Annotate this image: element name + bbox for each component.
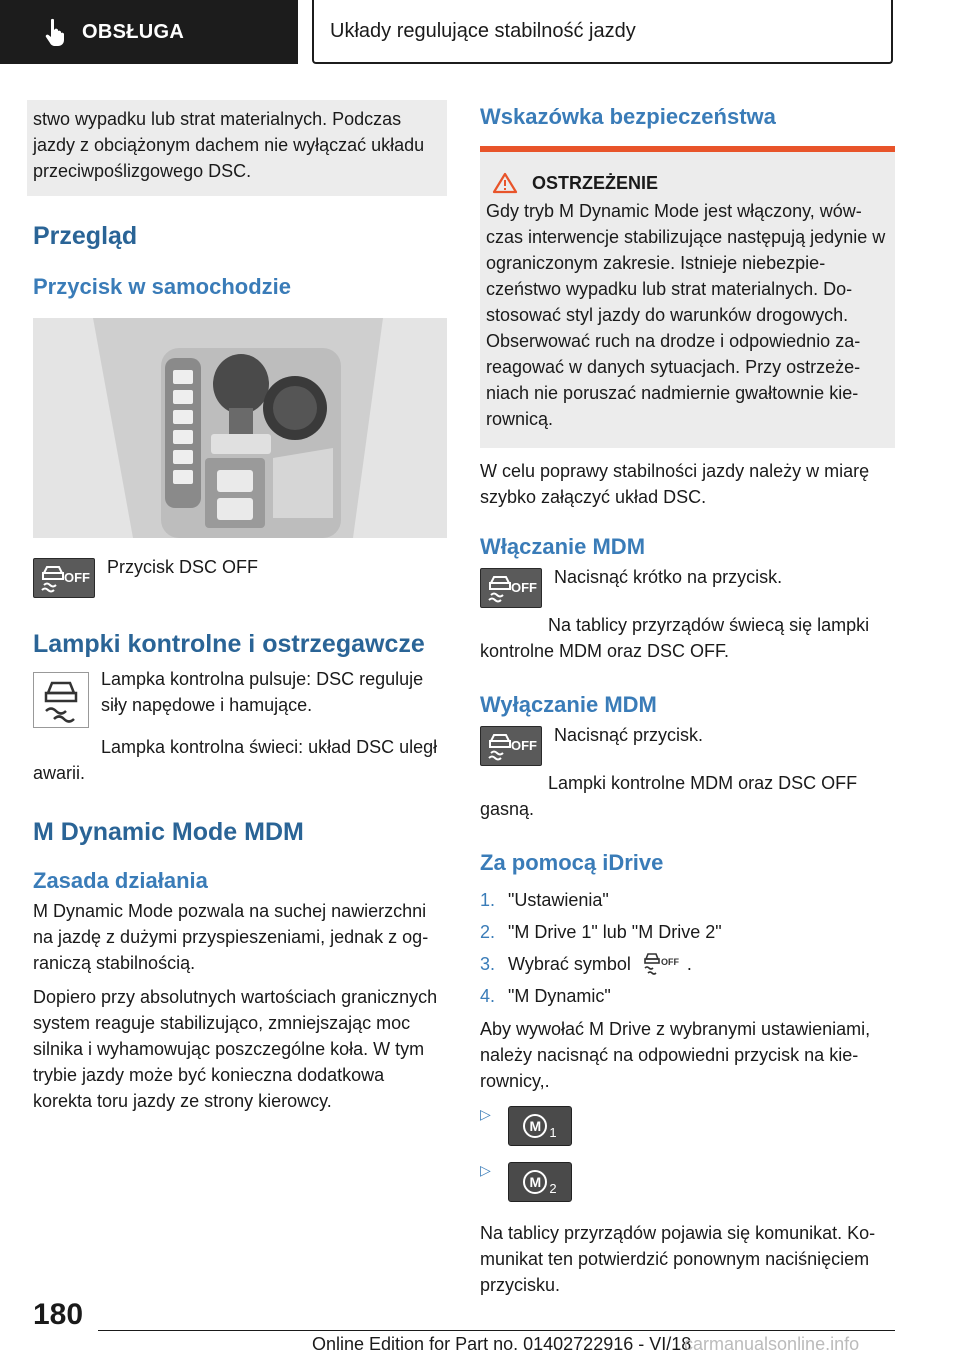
mdm-off-step2: Lampki kontrolne MDM oraz DSC OFF gasną. <box>480 773 858 819</box>
mdm-on-step2: Na tablicy przyrządów świecą się lampki kontrolne MDM oraz DSC OFF. <box>480 615 870 661</box>
dsc-off-caption-row <box>33 558 447 598</box>
dsc-off-button-off <box>480 726 542 766</box>
step-suffix: . <box>686 954 692 974</box>
step-text: "Ustawienia" <box>508 890 609 910</box>
off-label: OFF <box>511 738 537 753</box>
warning-triangle-icon <box>492 172 518 194</box>
lamp-text-1: Lampka kontrolna pulsuje: DSC reguluje siły napędowe i hamujące. <box>101 669 424 715</box>
mdm-off-step1: Nacisnąć przycisk. <box>554 725 704 745</box>
left-column <box>33 100 447 1114</box>
off-label: OFF <box>64 570 90 585</box>
heading-mdm-off: Wyłączanie MDM <box>480 692 657 717</box>
intro-note-text: stwo wypadku lub strat materialnych. Podczas jazdy z obciążonym dachem nie wyłączać układu przeciwpoślizgowego DSC. <box>33 109 425 181</box>
step-number: 3. <box>480 954 496 974</box>
mdm-off-row <box>480 726 895 766</box>
section-title: OBSŁUGA <box>82 20 185 43</box>
warning-title-text: OSTRZEŻENIE <box>532 172 659 193</box>
dsc-off-button <box>33 558 95 598</box>
m-letter: M <box>523 1114 547 1138</box>
heading-idrive: Za pomocą iDrive <box>480 850 664 875</box>
safety-paragraph: W celu poprawy stabilności jazdy należy w miarę szybko załączyć układ DSC. <box>480 461 870 507</box>
list-item <box>480 884 895 916</box>
mdm-on-row <box>480 568 895 608</box>
m-letter: M <box>523 1170 547 1194</box>
dsc-lamp <box>33 672 89 728</box>
warning-body: Gdy tryb M Dynamic Mode jest włączony, wówczas interwencje stabilizujące następują jedynie w ograniczonym zakresie. Istnieje niebezpieczeństwo wypadku lub strat materialnych. Dostosować styl jazdy do warunków drogowych. Obserwować ruch na drodze i odpowiednio zareagować w danych sytuacjach. Przy ostrzeżeniach nie poruszać nadmiernie gwałtownie kierownicą. <box>486 201 886 429</box>
list-item <box>480 948 895 980</box>
step-text: Wybrać symbol <box>508 954 631 974</box>
intro-note <box>27 100 447 196</box>
section-tab <box>0 0 298 64</box>
principle-p2: Dopiero przy absolutnych wartościach granicznych system reaguje stabilizująco, zmniejszając moc silnika i wyhamowując poszczególne koła. W tym trybie jazdy może być konieczna dodatkowa korekta toru jazdy ze strony kierowcy. <box>33 987 438 1111</box>
console-photo <box>33 318 447 538</box>
chapter-header <box>312 0 893 64</box>
heading-mdm: M Dynamic Mode MDM <box>33 818 304 846</box>
heading-button-in-car: Przycisk w samochodzie <box>33 274 291 299</box>
m2-row <box>480 1162 895 1202</box>
step-number: 2. <box>480 922 496 942</box>
footer-watermark: carmanualsonline.info <box>684 1334 860 1354</box>
step-number: 1. <box>480 890 496 910</box>
bullet-triangle-icon: ▷ <box>480 1162 491 1178</box>
bullet-triangle-icon: ▷ <box>480 1106 491 1122</box>
m2-sub: 2 <box>549 1180 557 1196</box>
m2-button <box>508 1162 572 1202</box>
heading-overview: Przegląd <box>33 222 138 250</box>
step-text: "M Drive 1" lub "M Drive 2" <box>508 922 722 942</box>
heading-mdm-on: Włączanie MDM <box>480 534 646 559</box>
heading-lamps: Lampki kontrolne i ostrzegawcze <box>33 630 425 658</box>
mdm-on-step1: Nacisnąć krótko na przycisk. <box>554 567 783 587</box>
footer-edition: Online Edition for Part no. 01402722916 - VI/18 <box>312 1334 692 1354</box>
list-item <box>480 980 895 1012</box>
idrive-steps <box>480 884 895 1012</box>
heading-principle: Zasada działania <box>33 868 208 893</box>
m1-row <box>480 1106 895 1146</box>
button-caption: Przycisk DSC OFF <box>107 557 258 577</box>
dsc-off-symbol-icon <box>643 951 679 977</box>
final-paragraph: Na tablicy przyrządów pojawia się komunikat. Komunikat ten potwierdzić ponownym naciśnięciem przycisku. <box>480 1223 876 1295</box>
warning-title <box>486 152 889 198</box>
warning-box <box>480 146 895 448</box>
m1-button <box>508 1106 572 1146</box>
lamp-text-2: Lampka kontrolna świeci: układ DSC uległ awarii. <box>33 737 438 783</box>
page-number: 180 <box>33 1298 84 1331</box>
right-column <box>480 100 895 1298</box>
principle-p1: M Dynamic Mode pozwala na suchej nawierzchni na jazdę z dużymi przyspieszeniami, jednak z ograniczą stabilnością. <box>33 901 429 973</box>
off-label: OFF <box>660 957 679 967</box>
heading-safety: Wskazówka bezpieczeństwa <box>480 104 776 129</box>
car-skid-lamp-icon <box>34 673 88 727</box>
m1-sub: 1 <box>549 1124 557 1140</box>
step-number: 4. <box>480 986 496 1006</box>
list-item <box>480 916 895 948</box>
off-label: OFF <box>511 580 537 595</box>
hand-pointer-icon <box>40 17 70 47</box>
chapter-title: Układy regulujące stabilność jazdy <box>330 19 636 42</box>
dsc-off-button-on <box>480 568 542 608</box>
mdrive-paragraph: Aby wywołać M Drive z wybranymi ustawieniami, należy nacisnąć na odpowiedni przycisk na kierownicy,. <box>480 1019 871 1091</box>
step-text: "M Dynamic" <box>508 986 611 1006</box>
lamp-row <box>33 669 447 728</box>
footer-divider <box>98 1330 895 1331</box>
